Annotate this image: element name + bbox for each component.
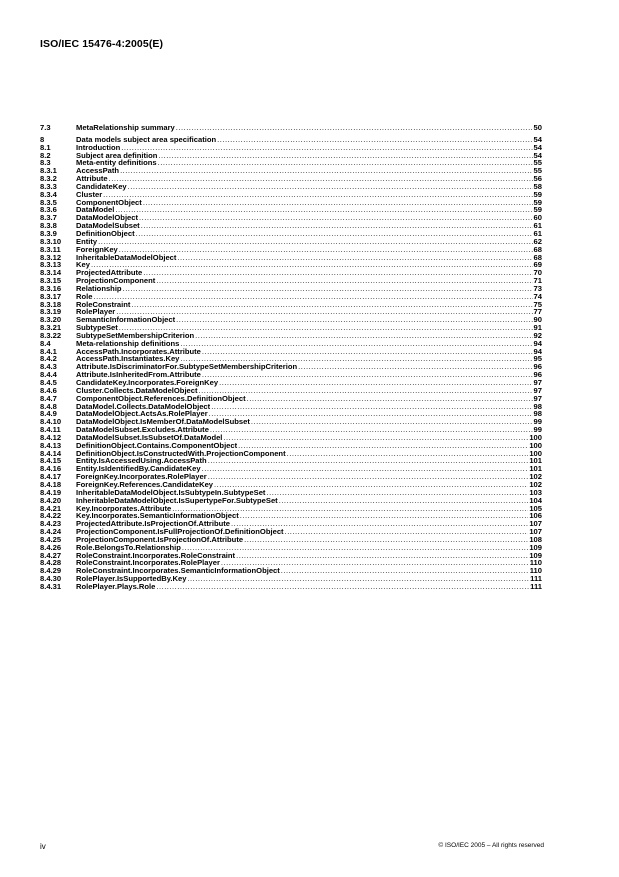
toc-entry[interactable] xyxy=(40,183,542,191)
toc-entry-number: 8.4.15 xyxy=(40,456,62,466)
toc-entry-title: Attribute.IsInheritedFrom.Attribute xyxy=(76,370,201,380)
toc-entry-number: 8.4.19 xyxy=(40,487,62,497)
toc-entry-number: 8 xyxy=(40,134,45,144)
toc-entry-title: ComponentObject.References.DefinitionObject xyxy=(76,393,246,403)
toc-entry-title: DefinitionObject.IsConstructedWith.ProjectionComponent xyxy=(76,448,286,458)
toc-entry-title: RoleConstraint xyxy=(76,299,131,309)
toc-entry-number: 8.3.2 xyxy=(40,174,57,184)
toc-entry-number: 8.4.1 xyxy=(40,346,57,356)
toc-entry-title: Key.Incorporates.SemanticInformationObject xyxy=(76,511,239,521)
toc-dot-leader xyxy=(209,410,533,418)
toc-dot-leader xyxy=(236,552,528,560)
toc-entry-number: 8.3.7 xyxy=(40,213,57,223)
toc-entry-page: 104 xyxy=(529,495,542,505)
toc-entry-number: 8.4.10 xyxy=(40,417,62,427)
toc-entry-page: 97 xyxy=(533,393,542,403)
toc-entry-page: 54 xyxy=(533,142,542,152)
toc-dot-leader xyxy=(279,497,529,505)
toc-dot-leader xyxy=(223,434,528,442)
toc-entry-number: 8.4.9 xyxy=(40,409,57,419)
toc-entry-title: Subject area definition xyxy=(76,150,158,160)
toc-entry-page: 94 xyxy=(533,346,542,356)
toc-entry-title: RoleConstraint.Incorporates.RoleConstraint xyxy=(76,550,236,560)
toc-entry-title: ForeignKey.Incorporates.RolePlayer xyxy=(76,472,207,482)
toc-entry[interactable] xyxy=(40,230,542,238)
toc-dot-leader xyxy=(128,183,533,191)
toc-dot-leader xyxy=(244,536,528,544)
toc-entry-number: 8.2 xyxy=(40,150,51,160)
toc-entry-title: ProjectedAttribute.IsProjectionOf.Attribute xyxy=(76,519,230,529)
toc-dot-leader xyxy=(199,387,533,395)
toc-entry-title: ProjectionComponent.IsProjectionOf.Attribute xyxy=(76,534,244,544)
toc-entry-title: SubtypeSet xyxy=(76,323,118,333)
toc-dot-leader xyxy=(217,136,532,144)
toc-entry-page: 100 xyxy=(529,448,542,458)
toc-dot-leader xyxy=(177,254,532,262)
toc-entry-page: 61 xyxy=(533,221,542,231)
toc-entry-title: Key xyxy=(76,260,90,270)
toc-entry-page: 60 xyxy=(533,213,542,223)
toc-entry-number: 8.4.13 xyxy=(40,440,62,450)
toc-dot-leader xyxy=(208,473,529,481)
toc-entry-page: 109 xyxy=(529,542,542,552)
toc-entry-title: DataModel.Collects.DataModelObject xyxy=(76,401,211,411)
toc-entry-title: ComponentObject xyxy=(76,197,142,207)
toc-entry-page: 73 xyxy=(533,283,542,293)
toc-entry-page: 56 xyxy=(533,174,542,184)
toc-entry-page: 105 xyxy=(529,503,542,513)
toc-entry-page: 61 xyxy=(533,228,542,238)
toc-entry-number: 8.3.19 xyxy=(40,307,62,317)
toc-entry-title: Attribute xyxy=(76,174,108,184)
toc-entry-page: 70 xyxy=(533,268,542,278)
toc-entry-page: 94 xyxy=(533,338,542,348)
toc-entry-number: 8.4.31 xyxy=(40,581,62,591)
toc-entry[interactable] xyxy=(40,167,542,175)
toc-dot-leader xyxy=(176,124,533,132)
table-of-contents xyxy=(40,124,542,591)
toc-dot-leader xyxy=(143,199,533,207)
toc-entry-number: 8.1 xyxy=(40,142,51,152)
toc-entry-title: ProjectionComponent xyxy=(76,276,156,286)
toc-entry-title: DataModelSubset xyxy=(76,221,140,231)
toc-entry-title: RolePlayer.IsSupportedBy.Key xyxy=(76,574,187,584)
toc-entry-page: 98 xyxy=(533,401,542,411)
toc-dot-leader xyxy=(131,301,532,309)
toc-dot-leader xyxy=(251,418,533,426)
toc-entry-title: DataModelObject.IsMemberOf.DataModelSubset xyxy=(76,417,250,427)
toc-entry-number: 8.4.28 xyxy=(40,558,62,568)
toc-entry-page: 77 xyxy=(533,307,542,317)
toc-entry-page: 68 xyxy=(533,252,542,262)
toc-entry-number: 8.3.22 xyxy=(40,330,62,340)
toc-entry-title: Meta-relationship definitions xyxy=(76,338,180,348)
toc-entry-number: 8.4.27 xyxy=(40,550,62,560)
toc-entry-title: RoleConstraint.Incorporates.SemanticInformationObject xyxy=(76,566,280,576)
toc-entry-page: 68 xyxy=(533,244,542,254)
toc-entry-title: Introduction xyxy=(76,142,121,152)
toc-entry-number: 8.4.26 xyxy=(40,542,62,552)
toc-entry-page: 103 xyxy=(529,487,542,497)
toc-entry-title: DefinitionObject.Contains.ComponentObject xyxy=(76,440,238,450)
toc-entry-number: 8.4.14 xyxy=(40,448,62,458)
toc-entry-page: 92 xyxy=(533,330,542,340)
toc-dot-leader xyxy=(180,340,532,348)
document-header: ISO/IEC 15476-4:2005(E) xyxy=(40,38,164,50)
toc-dot-leader xyxy=(141,222,533,230)
toc-entry-page: 71 xyxy=(533,276,542,286)
toc-entry-number: 8.4.29 xyxy=(40,566,62,576)
toc-entry[interactable] xyxy=(40,199,542,207)
toc-entry-number: 8.3.11 xyxy=(40,244,61,254)
toc-entry-page: 101 xyxy=(529,464,542,474)
toc-entry-number: 8.3.13 xyxy=(40,260,62,270)
toc-dot-leader xyxy=(103,191,532,199)
toc-entry-number: 8.4.25 xyxy=(40,534,62,544)
toc-entry-page: 102 xyxy=(529,472,542,482)
toc-dot-leader xyxy=(202,371,533,379)
toc-entry-number: 8.4.7 xyxy=(40,393,57,403)
toc-entry-title: Attribute.IsDiscriminatorFor.SubtypeSetMembershipCriterion xyxy=(76,362,298,372)
toc-entry-title: DataModelSubset.Excludes.Attribute xyxy=(76,425,209,435)
toc-dot-leader xyxy=(281,567,529,575)
toc-dot-leader xyxy=(210,426,533,434)
toc-dot-leader xyxy=(120,167,532,175)
toc-entry-page: 62 xyxy=(533,236,542,246)
toc-entry-title: Cluster xyxy=(76,189,103,199)
toc-entry-title: RoleConstraint.Incorporates.RolePlayer xyxy=(76,558,220,568)
toc-dot-leader xyxy=(139,214,533,222)
toc-dot-leader xyxy=(93,293,532,301)
toc-dot-leader xyxy=(115,206,532,214)
toc-entry-number: 8.4.22 xyxy=(40,511,62,521)
toc-entry-number: 8.3.12 xyxy=(40,252,62,262)
toc-entry-number: 8.3.21 xyxy=(40,323,62,333)
toc-dot-leader xyxy=(158,159,533,167)
toc-dot-leader xyxy=(109,175,533,183)
toc-dot-leader xyxy=(219,379,532,387)
toc-entry-number: 8.4.23 xyxy=(40,519,62,529)
toc-entry-title: ProjectionComponent.IsFullProjectionOf.DefinitionObject xyxy=(76,527,284,537)
toc-entry-page: 108 xyxy=(529,534,542,544)
toc-entry-page: 59 xyxy=(533,189,542,199)
toc-entry-title: Relationship xyxy=(76,283,122,293)
toc-dot-leader xyxy=(156,583,529,591)
toc-entry-page: 95 xyxy=(533,354,542,364)
toc-entry-title: DataModel xyxy=(76,205,115,215)
toc-entry-page: 90 xyxy=(533,315,542,325)
toc-dot-leader xyxy=(98,238,532,246)
toc-entry-page: 54 xyxy=(533,134,542,144)
toc-entry-number: 8.4.17 xyxy=(40,472,62,482)
toc-entry-number: 8.3.5 xyxy=(40,197,57,207)
toc-dot-leader xyxy=(202,465,529,473)
toc-entry-title: ForeignKey xyxy=(76,244,118,254)
toc-entry-number: 8.3 xyxy=(40,158,51,168)
toc-entry-page: 96 xyxy=(533,370,542,380)
toc-dot-leader xyxy=(176,316,532,324)
toc-entry-page: 99 xyxy=(533,425,542,435)
toc-entry-page: 100 xyxy=(529,440,542,450)
toc-entry-page: 54 xyxy=(533,150,542,160)
toc-entry-number: 8.3.16 xyxy=(40,283,62,293)
toc-entry-title: AccessPath.Incorporates.Attribute xyxy=(76,346,201,356)
toc-dot-leader xyxy=(211,403,532,411)
toc-entry-title: Key.Incorporates.Attribute xyxy=(76,503,172,513)
toc-dot-leader xyxy=(266,489,528,497)
toc-entry-title: Role.BelongsTo.Relationship xyxy=(76,542,181,552)
toc-dot-leader xyxy=(121,144,532,152)
toc-entry-number: 8.3.14 xyxy=(40,268,62,278)
toc-entry-title: DataModelSubset.IsSubsetOf.DataModel xyxy=(76,432,223,442)
toc-entry-number: 8.3.9 xyxy=(40,228,57,238)
toc-entry-title: AccessPath xyxy=(76,166,120,176)
toc-dot-leader xyxy=(202,348,533,356)
toc-entry-title: InheritableDataModelObject.IsSubtypeIn.SubtypeSet xyxy=(76,487,266,497)
toc-dot-leader xyxy=(116,308,532,316)
toc-entry[interactable] xyxy=(40,124,542,132)
toc-entry-title: Meta-entity definitions xyxy=(76,158,157,168)
toc-entry-title: DataModelObject.ActsAs.RolePlayer xyxy=(76,409,208,419)
toc-entry-page: 99 xyxy=(533,417,542,427)
toc-entry-number: 8.3.3 xyxy=(40,181,57,191)
toc-entry-title: InheritableDataModelObject.IsSupertypeFor.SubtypeSet xyxy=(76,495,278,505)
toc-entry-page: 59 xyxy=(533,205,542,215)
toc-entry-title: Entity.IsAccessedUsing.AccessPath xyxy=(76,456,207,466)
toc-entry-title: ForeignKey.References.CandidateKey xyxy=(76,479,214,489)
toc-entry-page: 110 xyxy=(529,558,542,568)
toc-entry-number: 8.3.4 xyxy=(40,189,57,199)
toc-entry-number: 8.4.18 xyxy=(40,479,62,489)
toc-dot-leader xyxy=(247,395,533,403)
toc-dot-leader xyxy=(123,285,533,293)
toc-entry-number: 8.4.6 xyxy=(40,385,57,395)
toc-entry-number: 8.4.16 xyxy=(40,464,62,474)
toc-entry-title: Role xyxy=(76,291,93,301)
toc-entry-title: CandidateKey xyxy=(76,181,127,191)
toc-entry-title: RolePlayer xyxy=(76,307,116,317)
toc-entry-title: DataModelObject xyxy=(76,213,139,223)
toc-entry-page: 98 xyxy=(533,409,542,419)
toc-entry-title: DefinitionObject xyxy=(76,228,135,238)
toc-entry-number: 8.3.8 xyxy=(40,221,57,231)
toc-entry-page: 69 xyxy=(533,260,542,270)
toc-entry-page: 75 xyxy=(533,299,542,309)
toc-entry-number: 8.4.2 xyxy=(40,354,57,364)
toc-entry-number: 8.3.15 xyxy=(40,276,62,286)
toc-entry-title: MetaRelationship summary xyxy=(76,123,175,132)
toc-entry-number: 8.3.17 xyxy=(40,291,62,301)
page-number: iv xyxy=(40,842,46,851)
toc-dot-leader xyxy=(195,332,532,340)
toc-entry-number: 8.4.5 xyxy=(40,378,57,387)
toc-entry-number: 8.4.12 xyxy=(40,432,62,442)
toc-entry-number: 8.4.21 xyxy=(40,503,62,513)
toc-entry-page: 50 xyxy=(533,123,542,132)
toc-entry-page: 111 xyxy=(530,581,542,591)
toc-entry-title: Entity xyxy=(76,236,98,246)
toc-dot-leader xyxy=(285,528,529,536)
toc-dot-leader xyxy=(298,363,532,371)
toc-dot-leader xyxy=(208,457,529,465)
toc-entry-title: RolePlayer.Plays.Role xyxy=(76,581,156,591)
toc-entry-page: 97 xyxy=(533,378,542,387)
toc-entry-title: AccessPath.Instantiates.Key xyxy=(76,354,180,364)
toc-dot-leader xyxy=(287,450,529,458)
toc-entry-page: 107 xyxy=(529,519,542,529)
toc-entry-number: 8.4.3 xyxy=(40,362,57,372)
toc-dot-leader xyxy=(143,269,532,277)
toc-entry-page: 55 xyxy=(533,158,542,168)
toc-entry[interactable] xyxy=(40,583,542,591)
toc-entry-page: 91 xyxy=(533,323,542,333)
toc-dot-leader xyxy=(187,575,529,583)
toc-entry-title: SemanticInformationObject xyxy=(76,315,176,325)
toc-dot-leader xyxy=(119,246,533,254)
toc-entry-title: SubtypeSetMembershipCriterion xyxy=(76,330,195,340)
toc-entry-title: ProjectedAttribute xyxy=(76,268,143,278)
toc-entry-page: 110 xyxy=(529,566,542,576)
toc-entry-number: 8.3.20 xyxy=(40,315,62,325)
toc-entry[interactable] xyxy=(40,285,542,293)
toc-entry-page: 96 xyxy=(533,362,542,372)
toc-entry-number: 8.4.4 xyxy=(40,370,57,380)
toc-entry-page: 100 xyxy=(529,432,542,442)
toc-entry-page: 106 xyxy=(529,511,542,521)
toc-entry-number: 8.3.6 xyxy=(40,205,57,215)
toc-entry-page: 101 xyxy=(529,456,542,466)
toc-entry-number: 8.4.20 xyxy=(40,495,62,505)
toc-entry-page: 111 xyxy=(530,574,542,584)
toc-entry-title: Data models subject area specification xyxy=(76,134,217,144)
toc-entry-number: 8.4.11 xyxy=(40,425,61,435)
toc-entry-title: Entity.IsIdentifiedBy.CandidateKey xyxy=(76,464,201,474)
toc-entry-title: Cluster.Collects.DataModelObject xyxy=(76,385,198,395)
toc-entry-number: 8.4.8 xyxy=(40,401,57,411)
toc-entry-page: 97 xyxy=(533,385,542,395)
toc-entry-page: 55 xyxy=(533,166,542,176)
toc-entry-number: 8.4 xyxy=(40,338,51,348)
toc-entry-page: 58 xyxy=(533,181,542,191)
toc-entry-page: 59 xyxy=(533,197,542,207)
toc-dot-leader xyxy=(156,277,532,285)
toc-entry-number: 8.3.18 xyxy=(40,299,62,309)
toc-entry-title: CandidateKey.Incorporates.ForeignKey xyxy=(76,378,219,387)
toc-entry-page: 109 xyxy=(529,550,542,560)
toc-entry-page: 102 xyxy=(529,479,542,489)
toc-entry[interactable] xyxy=(40,254,542,262)
toc-dot-leader xyxy=(158,152,532,160)
toc-entry[interactable] xyxy=(40,301,542,309)
toc-entry-number: 8.3.1 xyxy=(40,166,57,176)
copyright-notice: © ISO/IEC 2005 – All rights reserved xyxy=(438,842,544,849)
toc-entry-number: 8.3.10 xyxy=(40,236,62,246)
toc-entry-number: 8.4.24 xyxy=(40,527,62,537)
toc-entry-title: InheritableDataModelObject xyxy=(76,252,177,262)
toc-dot-leader xyxy=(240,512,529,520)
toc-entry-page: 107 xyxy=(529,527,542,537)
toc-entry-page: 74 xyxy=(533,291,542,301)
toc-dot-leader xyxy=(136,230,533,238)
toc-entry-number: 8.4.30 xyxy=(40,574,62,584)
toc-dot-leader xyxy=(91,261,533,269)
toc-entry-number: 7.3 xyxy=(40,123,51,132)
